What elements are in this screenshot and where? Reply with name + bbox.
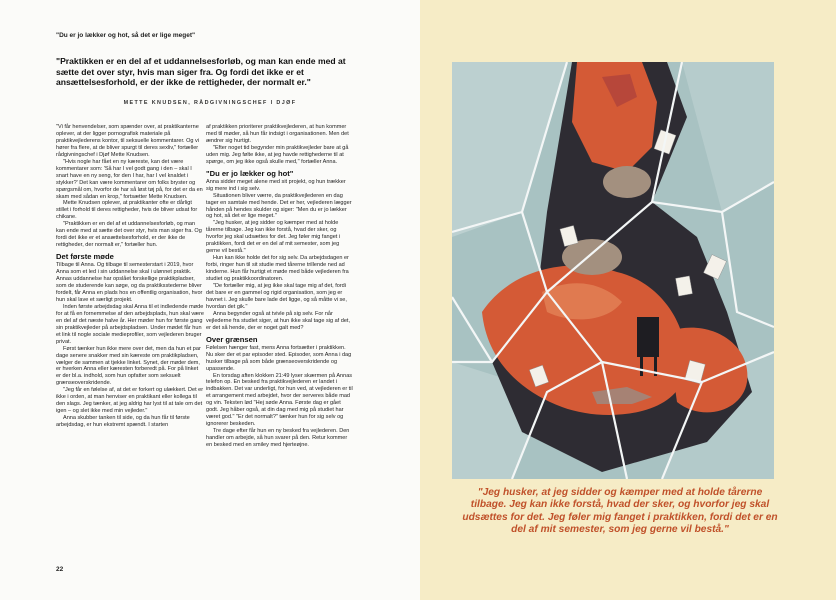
paragraph: Tre dage efter får hun en ny besked fra vejlederen. Den handler om arbejde, så hun svarer på den. Retur kommer en besked med en smiley med hjerteøjne. — [206, 428, 350, 449]
running-head: "Du er jo lækker og hot, så det er lige meget" — [56, 32, 196, 39]
chair — [637, 317, 659, 357]
paragraph: Situationen bliver værre, da praktikvejlederen en dag tager en samtale med hende. Det er her, vejlederen lægger hånden på hendes skulder og siger: "Men du er jo lækker og hot, så det er lige meget." — [206, 192, 352, 220]
paragraph: Mette Knudsen oplever, at praktikanter ofte er dårligt stillet i forhold til deres rettigheder, hvis de bliver udsat for chikane. — [56, 200, 198, 221]
paragraph: "Jeg husker, at jeg sidder og kæmper med at holde tårerne tilbage. Jeg kan ikke forstå, hvad der sker, og hvorfor jeg skal udsættes for det. Jeg føler mig fanget i praktikken, fordi det er en del af mit semester, som jeg gerne vil bestå." — [206, 220, 341, 255]
paragraph: "Jeg får en følelse af, at det er forkert og ulækkert. Det er ikke i orden, at man henviser en praktikant eller kollega til den slags. Jeg tænker, at jeg aldrig har lyst til at tale om det igen – og slet ikke med min vejleder." — [56, 387, 204, 415]
text-column-2 — [206, 124, 354, 449]
paragraph: Hun kan ikke holde det for sig selv. Da arbejdsdagen er forbi, ringer hun til sit studie med tårerne trillende ned ad kinderne. Hun får hurtigt et møde med både vejlederen fra studiet og praktikkoordinatoren. — [206, 255, 349, 283]
paragraph: Anna sidder meget alene med sit projekt, og hun trækker sig mere ind i sig selv. — [206, 178, 346, 192]
paragraph: "Vi får henvendelser, som spænder over, at praktikanterne oplever, at der ligger pornografisk materiale på praktikvejlederens kontor, til seksuelle kommentarer. Og vi hører fra flere, at de bliver spurgt til deres sexliv," fortæller rådgivningschef i Djøf Mette Knudsen. — [56, 124, 200, 158]
page-number: 22 — [56, 566, 64, 573]
paragraph: Følelsen hænger fast, mens Anna fortsætter i praktikken. Nu sker der et par episoder sted. Episoder, som Anna i dag husker tilbage på som både grænseoverskridende og upassende. — [206, 344, 352, 372]
section-heading: Det første møde — [56, 252, 114, 262]
paragraph: Anna begynder også at tvivle på sig selv. For når vejlederne fra studiet siger, at hun ikke skal tage sig af det, er det så hende, der er noget galt med? — [206, 310, 350, 331]
paragraph: "Efter noget tid begynder min praktikvejleder bare at gå uden mig. Jeg følte ikke, at jeg havde rettighederne til at spørge, om jeg ikke også skulle med," fortæller Anna. — [206, 144, 349, 165]
paragraph: af praktikken prioriterer praktikvejlederen, at hun kommer med til møder, så hun får indsigt i organisationen. Men det ændrer sig hurtigt. — [206, 124, 349, 144]
pull-quote: "Praktikken er en del af et uddannelsesforløb, og man kan ende med at sætte det over styr, hvis man siger fra. Og fordi det ikke er et ansættelsesforhold, er der ikke de rettigheder, der normalt er." — [56, 56, 346, 88]
paragraph: Tilbage til Anna. Og tilbage til semesterstart i 2019, hvor Anna som et led i sin uddannelse skal i ulønnet praktik. Annas uddannelse har opslået forskellige praktikpladser, som de studerende kan søge, og da praktiksstederne bliver fordelt, får Anna en plads hos en offentlig organisation, hvor hun skal lave et særligt projekt. — [56, 262, 203, 303]
paragraph: Anna skubber tanken til side, og da hun får til første arbejdsdag, er hun ekstremt spændt. I starten — [56, 415, 190, 429]
paragraph: Først tænker hun ikke mere over det, men da hun et par dage senere snakker med sin kæreste om praktikpladsen, vælger de sammen at tjekke linket. Synet, der møder dem, er hverken Anna eller kæresten forberedt på. For på linket er der bl.a. indhold, som hun opfatter som seksuelt grænseoverskridende. — [56, 345, 201, 387]
paragraph: "De fortæller mig, at jeg ikke skal tage mig af det, fordi det bare er en gammel og rigid organisation, som jeg er havnet i. Jeg skulle bare lade det ligge, og så måtte vi se, hvordan det gik." — [206, 283, 347, 310]
paragraph: "Hvis nogle har fået en ny kæreste, kan det være kommentarer som: 'Så har I vel godt gang i den – skal I snart have en ny seng, for den I har, har I vel knaldet i stykker?' Det kan være kommentarer om folks bryster og spørgsmål om, hvorfor de har så løst tøj på, for det er da en skam med sådan en krop," fortsætter Mette Knudsen. — [56, 158, 203, 200]
text-column-1 — [56, 124, 204, 429]
paragraph: En torsdag aften klokken 21:49 lyser skærmen på Annas telefon op. En besked fra praktikvejlederen er landet i indbakken. Det var underligt, for hun ved, at vejlederen er til et arrangement med arbejdet, hvor der serveres både mad og vin. Teksten lød "Hej søde Anna. Første dag er gået godt. Jeg håber også, at din dag med mig på studiet har været god." "Er det normalt?" tænker hun for sig selv og ignorerer beskeden. — [206, 372, 353, 428]
section-heading: Over grænsen — [206, 334, 258, 344]
shattered-glass-illustration — [452, 62, 774, 479]
quote-attribution: METTE KNUDSEN, RÅDGIVNINGSCHEF I DJØF — [123, 100, 297, 106]
section-heading: "Du er jo lækker og hot" — [206, 168, 294, 178]
upper-figure-hair — [603, 166, 651, 198]
paragraph: Inden første arbejdsdag skal Anna til et indledende møde for at få en fornemmelse af den arbejdsplads, hun skal være en del af det næste halve år. Her møder hun for første gang sin praktikvejleder på arbejdspladsen. Under mødet får hun et link til nogle sociale medieprofiler, som vejlederen bruger privat. — [56, 303, 204, 345]
caption-quote: "Jeg husker, at jeg sidder og kæmper med at holde tårerne tilbage. Jeg kan ikke forstå, hvad der sker, og hvorfor jeg skal udsættes for det. Jeg føler mig fanget i praktikken, fordi det er en del af mit semester, som jeg gerne vil bestå." — [462, 487, 778, 536]
paragraph: "Praktikken er en del af et uddannelsesforløb, og man kan ende med at sætte det over styr, hvis man siger fra. Og fordi det ikke er et ansættelsesforhold, er der ikke de rettigheder, der normalt er," fortæller hun. — [56, 221, 202, 249]
